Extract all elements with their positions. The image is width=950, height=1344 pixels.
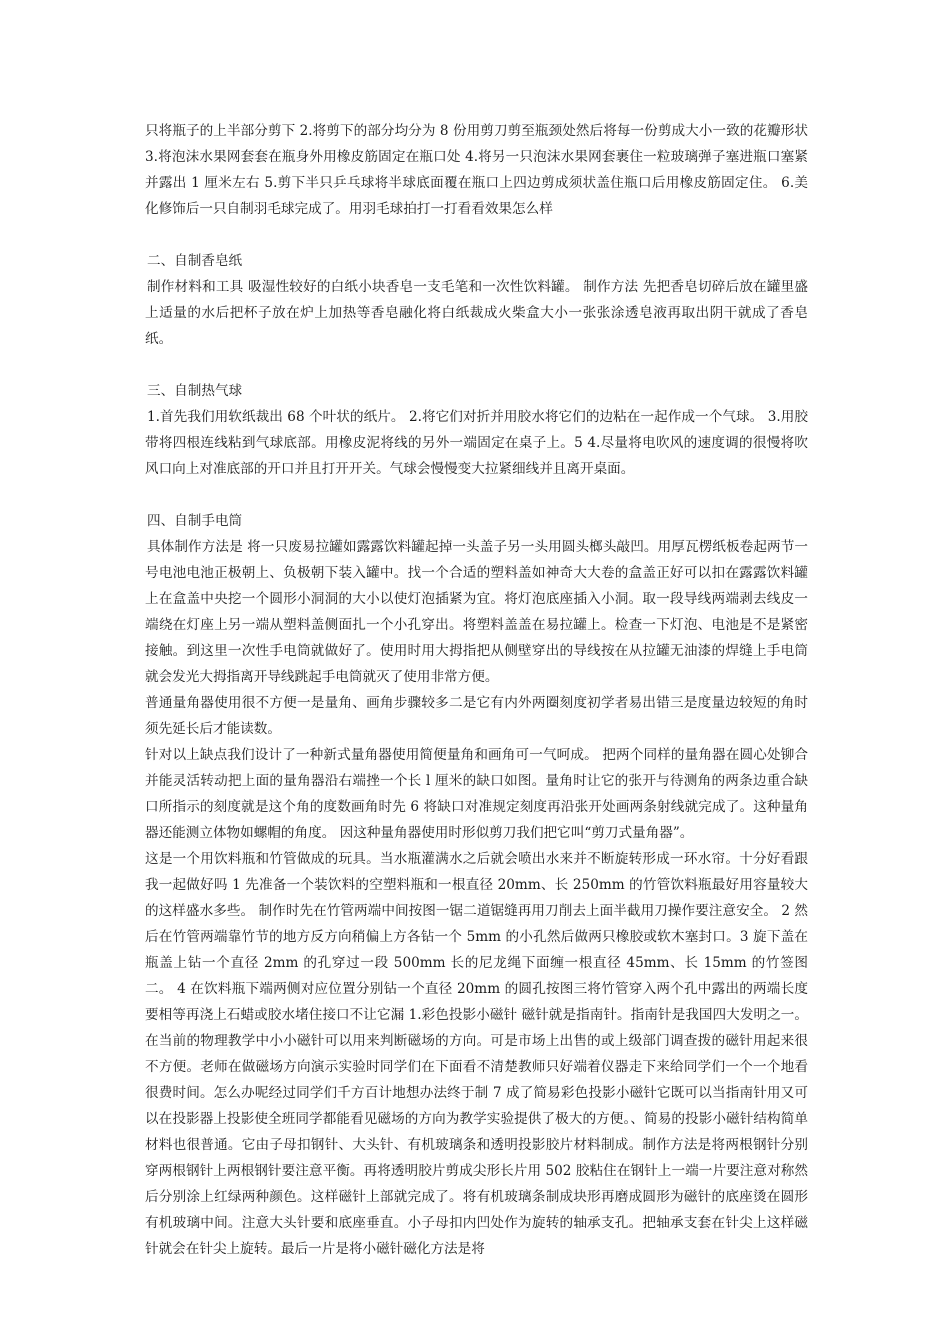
paragraph-soap-paper: 制作材料和工具 吸湿性较好的白纸小块香皂一支毛笔和一次性饮料罐。 制作方法 先把香皂切碎后放在罐里盛上适量的水后把杯子放在炉上加热等香皂融化将白纸裁成火柴盒大小一张张涂透皂液再取出阴干就成了香皂纸。 [145, 279, 808, 347]
paragraph-hot-air-balloon: 1.首先我们用软纸裁出 68 个叶状的纸片。 2.将它们对折并用胶水将它们的边粘在一起作成一个气球。 3.用胶带将四根连线粘到气球底部。用橡皮泥将线的另外一端固定在桌子上。5 4.尽量将电吹风的速度调的很慢将吹风口向上对准底部的开口并且打开开关。气球会慢慢变大拉紧细线并且离开桌面。 [145, 409, 808, 477]
heading-flashlight: 四、自制手电筒 [147, 513, 243, 529]
paragraph-protractor-problems: 普通量角器使用很不方便一是量角、画角步骤较多二是它有内外两圈刻度初学者易出错三是度量边较短的角时须先延长后才能读数。 [145, 695, 808, 737]
paragraph-badminton-steps: 只将瓶子的上半部分剪下 2.将剪下的部分均分为 8 份用剪刀剪至瓶颈处然后将每一份剪成大小一致的花瓣形状 3.将泡沫水果网套套在瓶身外用橡皮筋固定在瓶口处 4.将另一只泡沫水果网套裹住一粒玻璃弹子塞进瓶口塞紧并露出 1 厘米左右 5.剪下半只乒乓球将半球底面覆在瓶口上四边剪成须状盖住瓶口后用橡皮筋固定住。 6.美化修饰后一只自制羽毛球完成了。用羽毛球拍打一打看看效果怎么样 [145, 123, 808, 217]
paragraph-scissor-protractor: 针对以上缺点我们设计了一种新式量角器使用简便量角和画角可一气呵成。 把两个同样的量角器在圆心处铆合并能灵活转动把上面的量角器沿右端挫一个长 l 厘米的缺口如图。量角时让它的张开与待测角的两条边重合缺口所指示的刻度就是这个角的度数画角时先 6 将缺口对准规定刻度再沿张开处画两条射线就完成了。这种量角器还能测立体物如螺帽的角度。 因这种量角器使用时形似剪刀我们把它叫“剪刀式量角器”。 [145, 747, 808, 841]
heading-hot-air-balloon: 三、自制热气球 [147, 383, 243, 399]
heading-soap-paper: 二、自制香皂纸 [147, 253, 243, 269]
document-page [145, 118, 808, 1262]
paragraph-water-toy-compass: 这是一个用饮料瓶和竹管做成的玩具。当水瓶灌满水之后就会喷出水来并不断旋转形成一环水帘。十分好看跟我一起做好吗 1 先准备一个装饮料的空塑料瓶和一根直径 20mm、长 250mm 的竹管饮料瓶最好用容量较大的这样盛水多些。 制作时先在竹管两端中间按图一锯二道锯缝再用刀削去上面半截用刀操作要注意安全。 2 然后在竹管两端靠竹节的地方反方向稍偏上方各钻一个 5mm 的小孔然后做两只橡胶或软木塞封口。3 旋下盖在瓶盖上钻一个直径 2mm 的孔穿过一段 500mm 长的尼龙绳下面缠一根直径 45mm、长 15mm 的竹签图二。 4 在饮料瓶下端两侧对应位置分别钻一个直径 20mm 的圆孔按图三将竹管穿入两个孔中露出的两端长度要相等再浇上石蜡或胶水堵住接口不让它漏 1.彩色投影小磁针 磁针就是指南针。指南针是我国四大发明之一。在当前的物理教学中小小磁针可以用来判断磁场的方向。可是市场上出售的或上级部门调查拨的磁针用起来很不方便。老师在做磁场方向演示实验时同学们在下面看不清楚教师只好端着仪器走下来给同学们一个一个地看很费时间。怎么办呢经过同学们千方百计地想办法终于制 7 成了简易彩色投影小磁针它既可以当指南针用又可以在投影器上投影使全班同学都能看见磁场的方向为教学实验提供了极大的方便。、简易的投影小磁针结构简单材料也很普通。它由子母扣钢针、大头针、有机玻璃条和透明投影胶片材料制成。制作方法是将两根钢针分别穿两根钢针上两根钢针要注意平衡。再将透明胶片剪成尖形长片用 502 胶粘住在钢针上一端一片要注意对称然后分别涂上红绿两种颜色。这样磁针上部就完成了。将有机玻璃条制成块形再磨成圆形为磁针的底座烫在圆形有机玻璃中间。注意大头针要和底座垂直。小子母扣内凹处作为旋转的轴承支孔。把轴承支套在针尖上这样磁针就会在针尖上旋转。最后一片是将小磁针磁化方法是将 [145, 851, 808, 1257]
paragraph-flashlight: 具体制作方法是 将一只废易拉罐如露露饮料罐起掉一头盖子另一头用圆头榔头敲凹。用厚瓦楞纸板卷起两节一号电池电池正极朝上、负极朝下装入罐中。找一个合适的塑料盖如神奇大大卷的盒盖正好可以扣在露露饮料罐上在盒盖中央挖一个圆形小洞洞的大小以使灯泡插紧为宜。将灯泡底座插入小洞。取一段导线两端剥去线皮一端绕在灯座上另一端从塑料盖侧面扎一个小孔穿出。将塑料盖盖在易拉罐上。检查一下灯泡、电池是不是紧密接触。到这里一次性手电筒就做好了。使用时用大拇指把从侧壁穿出的导线按在从拉罐无油漆的焊缝上手电筒就会发光大拇指离开导线跳起手电筒就灭了使用非常方便。 [145, 539, 808, 685]
